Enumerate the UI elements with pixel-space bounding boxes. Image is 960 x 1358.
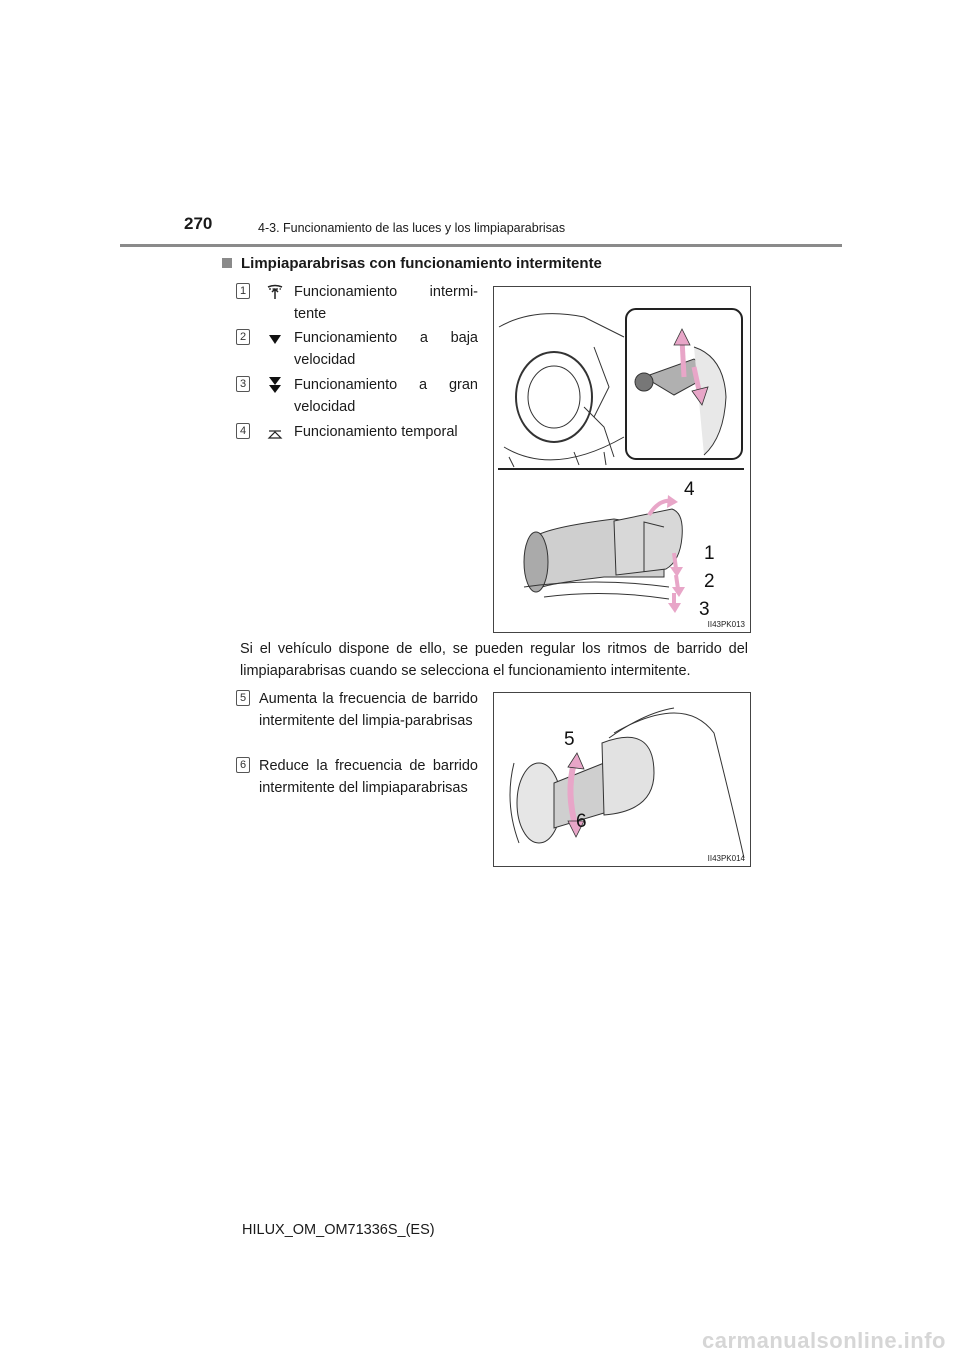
intermittent-wiper-icon bbox=[266, 283, 284, 301]
footer-code: HILUX_OM_OM71336S_(ES) bbox=[242, 1222, 435, 1238]
page-number: 270 bbox=[184, 214, 213, 233]
low-speed-icon bbox=[266, 331, 284, 349]
heading-text: Limpiaparabrisas con funcionamiento intermitente bbox=[241, 255, 602, 272]
wiper-lever-illustration bbox=[494, 287, 750, 632]
item-text-6: Reduce la frecuencia de barrido intermitente del limpiaparabrisas bbox=[259, 758, 478, 796]
item-text-5: Aumenta la frecuencia de barrido intermitente del limpia-parabrisas bbox=[259, 691, 478, 729]
mist-icon bbox=[266, 425, 284, 443]
item-text-2: Funcionamiento a baja velocidad bbox=[294, 330, 478, 368]
item-number-6: 6 bbox=[236, 757, 250, 773]
heading-square-icon bbox=[222, 258, 232, 268]
item-number-4: 4 bbox=[236, 423, 250, 439]
figure-code-1: II43PK013 bbox=[707, 620, 745, 629]
item-number-5: 5 bbox=[236, 690, 250, 706]
callout-4: 4 bbox=[684, 479, 695, 500]
item-text-3: Funcionamiento a gran velocidad bbox=[294, 377, 478, 415]
callout-3: 3 bbox=[699, 599, 710, 620]
item-number-1: 1 bbox=[236, 283, 250, 299]
callout-1: 1 bbox=[704, 543, 715, 564]
section-title: 4-3. Funcionamiento de las luces y los limpiaparabrisas bbox=[258, 221, 566, 235]
figure-frequency-ring bbox=[493, 692, 751, 867]
callout-5: 5 bbox=[564, 729, 575, 750]
figure-code-2: II43PK014 bbox=[707, 854, 745, 863]
paragraph: Si el vehículo dispone de ello, se pueden regular los ritmos de barrido del limpiaparabrisas cuando se selecciona el funcionamiento intermitente. bbox=[240, 641, 748, 679]
item-text-1: Funcionamiento intermi-tente bbox=[294, 284, 478, 322]
item-number-3: 3 bbox=[236, 376, 250, 392]
figure-wiper-lever bbox=[493, 286, 751, 633]
callout-6: 6 bbox=[576, 811, 587, 832]
header-rule bbox=[120, 244, 842, 247]
callout-2: 2 bbox=[704, 571, 715, 592]
frequency-ring-illustration bbox=[494, 693, 750, 866]
high-speed-icon bbox=[266, 376, 284, 394]
watermark: carmanualsonline.info bbox=[702, 1328, 946, 1353]
section-heading bbox=[222, 255, 602, 272]
item-number-2: 2 bbox=[236, 329, 250, 345]
item-text-4: Funcionamiento temporal bbox=[294, 424, 458, 440]
